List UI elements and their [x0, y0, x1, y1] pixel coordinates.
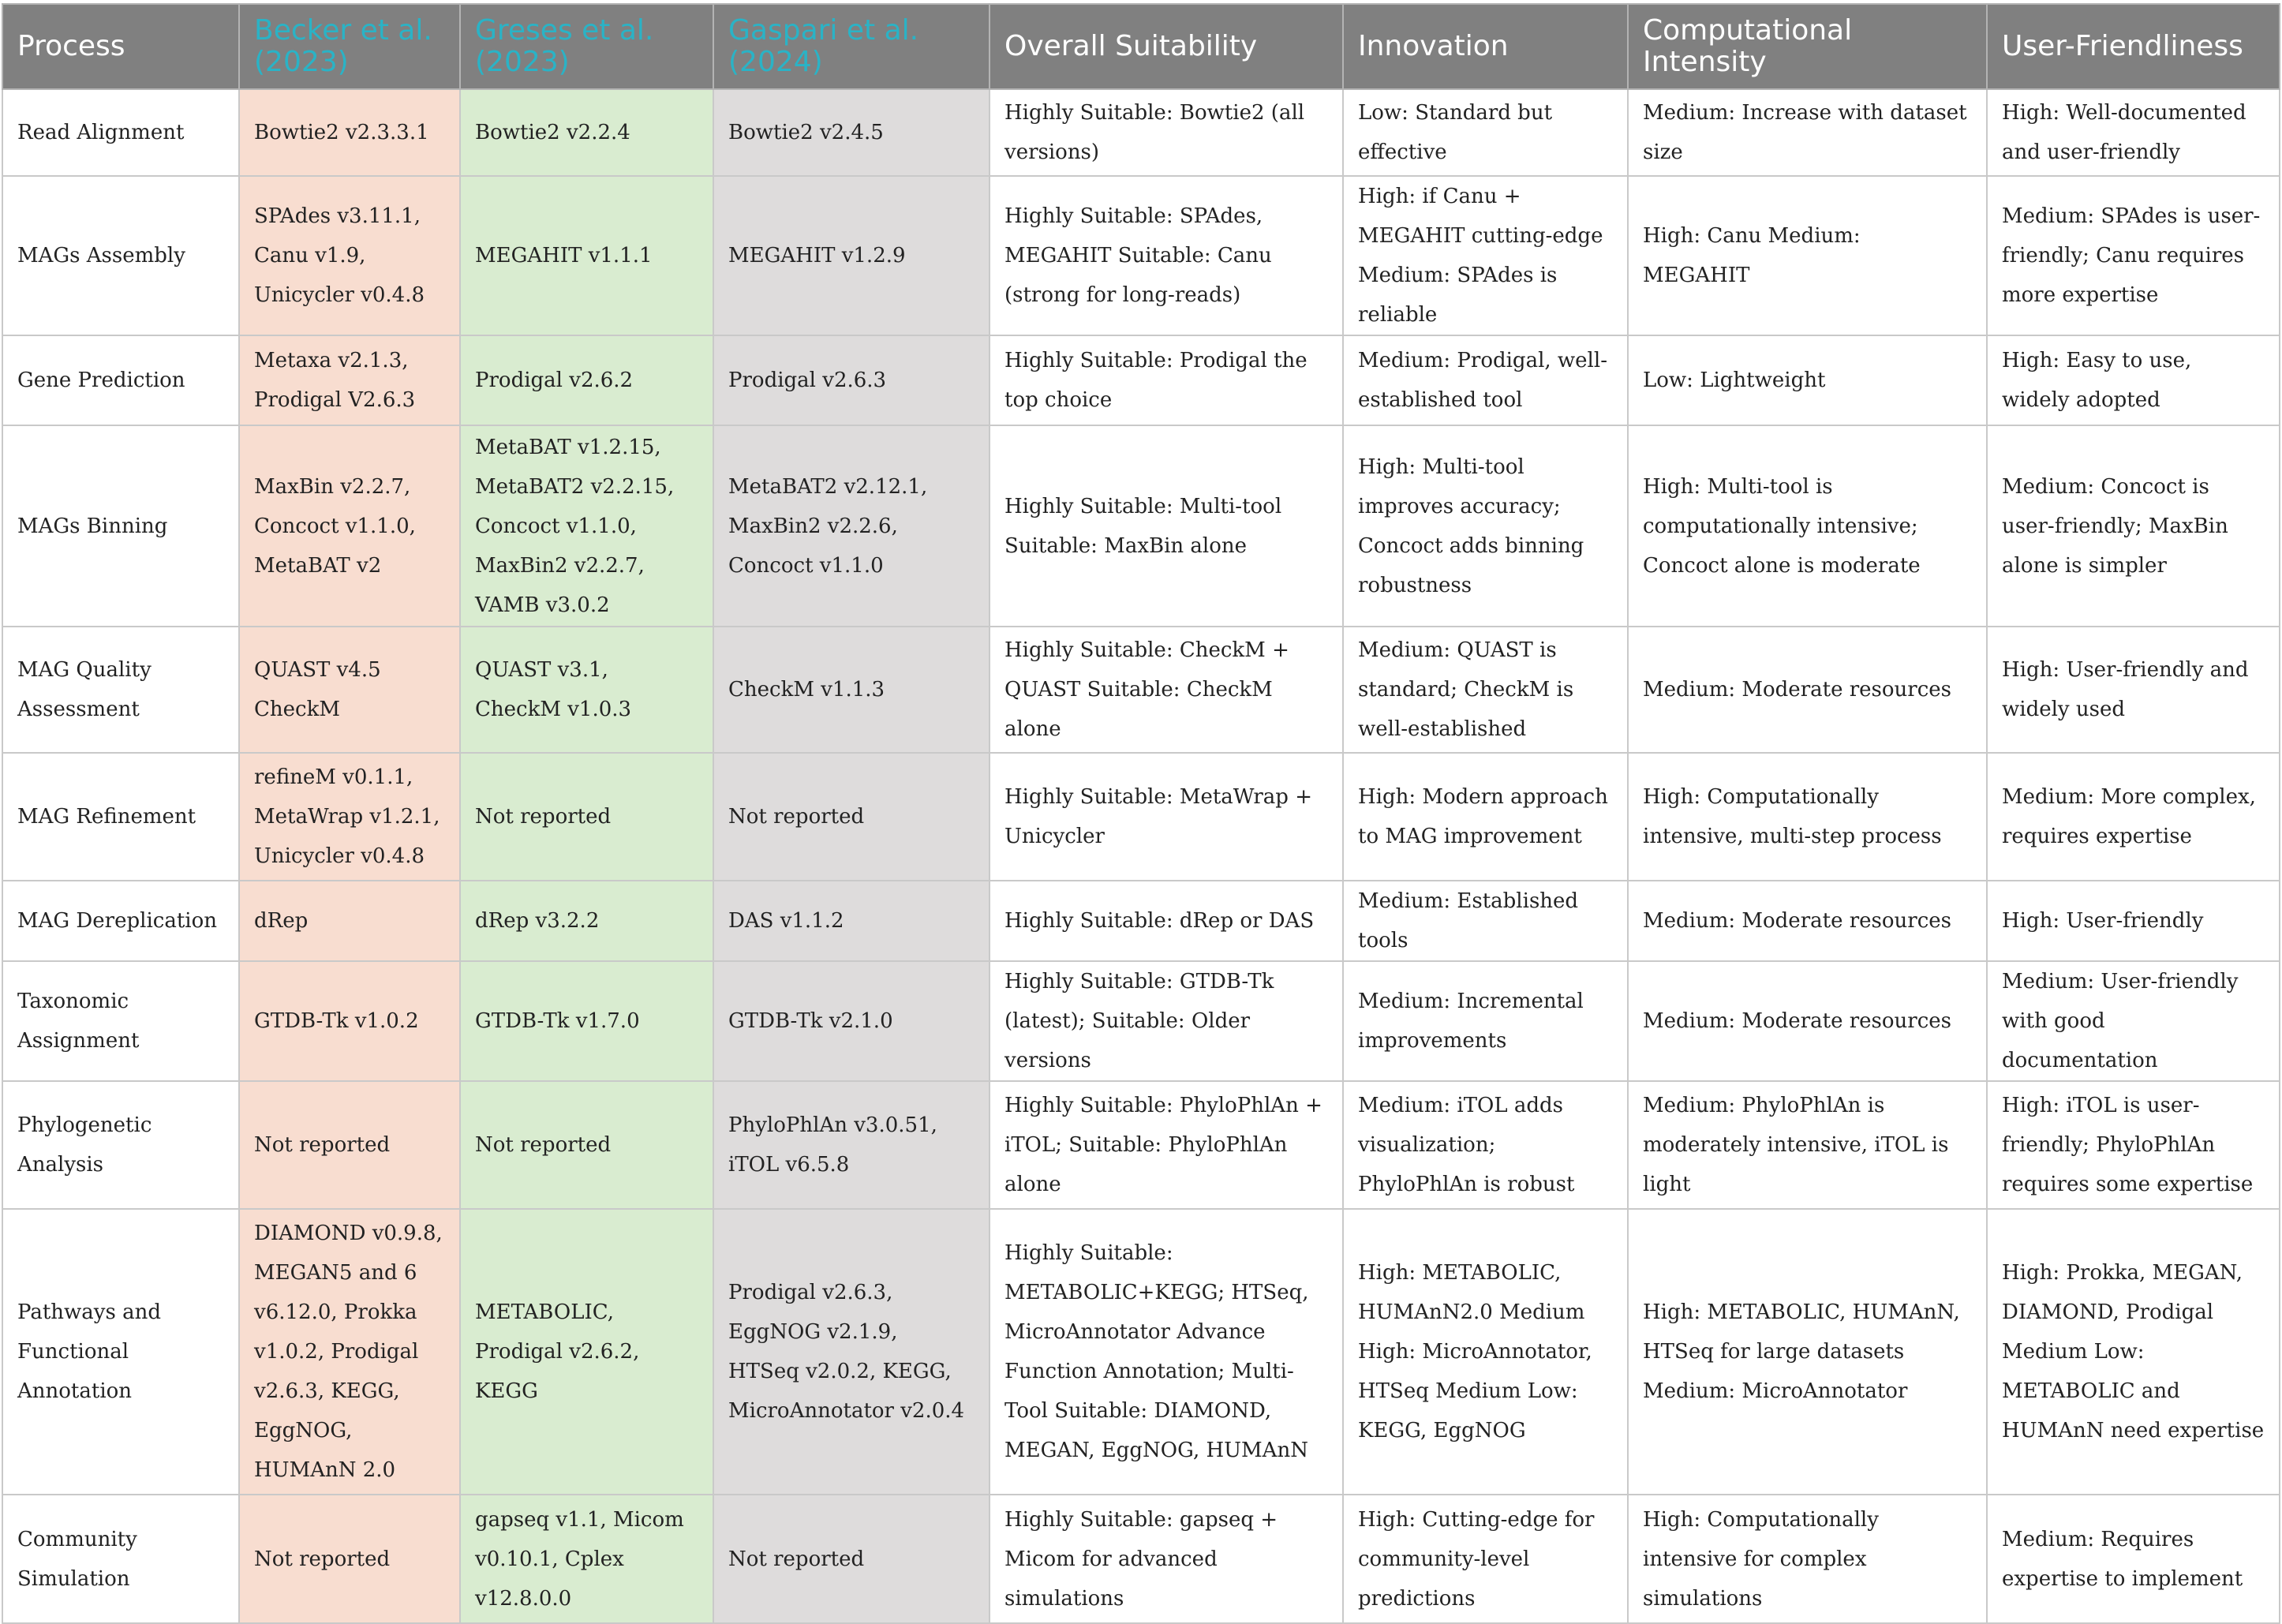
table-row — [2, 176, 2280, 335]
cell-becker: SPAdes v3.11.1, Canu v1.9, Unicycler v0.4.8 — [239, 176, 460, 335]
cell-process: MAG Quality Assessment — [2, 627, 239, 753]
cell-overall-suitability: Highly Suitable: SPAdes, MEGAHIT Suitable: Canu (strong for long-reads) — [989, 176, 1343, 335]
table-row — [2, 89, 2280, 176]
cell-process: Read Alignment — [2, 89, 239, 176]
cell-computational-intensity: Medium: Moderate resources — [1628, 627, 1987, 753]
header-row — [2, 4, 2280, 89]
cell-greses: Not reported — [460, 1081, 713, 1209]
cell-gaspari: Prodigal v2.6.3 — [713, 335, 989, 425]
table-row — [2, 1209, 2280, 1495]
cell-innovation: High: if Canu + MEGAHIT cutting-edge Medium: SPAdes is reliable — [1343, 176, 1628, 335]
tool-comparison-table — [2, 3, 2280, 1624]
cell-innovation: High: METABOLIC, HUMAnN2.0 Medium High: MicroAnnotator, HTSeq Medium Low: KEGG, EggNOG — [1343, 1209, 1628, 1495]
cell-becker: Not reported — [239, 1081, 460, 1209]
cell-user-friendliness: High: Easy to use, widely adopted — [1987, 335, 2280, 425]
header-becker-link[interactable]: Becker et al. (2023) — [239, 4, 460, 89]
cell-gaspari: Bowtie2 v2.4.5 — [713, 89, 989, 176]
cell-greses: MetaBAT v1.2.15, MetaBAT2 v2.2.15, Concoct v1.1.0, MaxBin2 v2.2.7, VAMB v3.0.2 — [460, 425, 713, 627]
cell-user-friendliness: Medium: Requires expertise to implement — [1987, 1495, 2280, 1623]
cell-process: Phylogenetic Analysis — [2, 1081, 239, 1209]
cell-process: Pathways and Functional Annotation — [2, 1209, 239, 1495]
header-process: Process — [2, 4, 239, 89]
cell-innovation: High: Cutting-edge for community-level predictions — [1343, 1495, 1628, 1623]
cell-process: MAG Refinement — [2, 753, 239, 881]
cell-computational-intensity: High: Canu Medium: MEGAHIT — [1628, 176, 1987, 335]
cell-process: MAGs Binning — [2, 425, 239, 627]
header-gaspari-link[interactable]: Gaspari et al. (2024) — [713, 4, 989, 89]
cell-process: Gene Prediction — [2, 335, 239, 425]
cell-gaspari: MEGAHIT v1.2.9 — [713, 176, 989, 335]
cell-gaspari: DAS v1.1.2 — [713, 881, 989, 961]
cell-innovation: Medium: Prodigal, well-established tool — [1343, 335, 1628, 425]
cell-gaspari: Not reported — [713, 753, 989, 881]
cell-process: MAGs Assembly — [2, 176, 239, 335]
cell-computational-intensity: Medium: PhyloPhlAn is moderately intensive, iTOL is light — [1628, 1081, 1987, 1209]
cell-user-friendliness: High: iTOL is user-friendly; PhyloPhlAn requires some expertise — [1987, 1081, 2280, 1209]
cell-becker: DIAMOND v0.9.8, MEGAN5 and 6 v6.12.0, Prokka v1.0.2, Prodigal v2.6.3, KEGG, EggNOG, HUMAnN 2.0 — [239, 1209, 460, 1495]
cell-becker: GTDB-Tk v1.0.2 — [239, 961, 460, 1081]
table-row — [2, 881, 2280, 961]
cell-overall-suitability: Highly Suitable: Prodigal the top choice — [989, 335, 1343, 425]
cell-becker: MaxBin v2.2.7, Concoct v1.1.0, MetaBAT v2 — [239, 425, 460, 627]
cell-overall-suitability: Highly Suitable: gapseq + Micom for advanced simulations — [989, 1495, 1343, 1623]
cell-computational-intensity: High: Computationally intensive for complex simulations — [1628, 1495, 1987, 1623]
cell-gaspari: GTDB-Tk v2.1.0 — [713, 961, 989, 1081]
cell-overall-suitability: Highly Suitable: GTDB-Tk (latest); Suitable: Older versions — [989, 961, 1343, 1081]
cell-process: Community Simulation — [2, 1495, 239, 1623]
cell-overall-suitability: Highly Suitable: Multi-tool Suitable: MaxBin alone — [989, 425, 1343, 627]
cell-user-friendliness: Medium: More complex, requires expertise — [1987, 753, 2280, 881]
table-row — [2, 1495, 2280, 1623]
cell-greses: Not reported — [460, 753, 713, 881]
header-innovation: Innovation — [1343, 4, 1628, 89]
cell-becker: dRep — [239, 881, 460, 961]
cell-becker: Not reported — [239, 1495, 460, 1623]
cell-user-friendliness: High: User-friendly — [1987, 881, 2280, 961]
cell-process: MAG Dereplication — [2, 881, 239, 961]
cell-gaspari: MetaBAT2 v2.12.1, MaxBin2 v2.2.6, Concoct v1.1.0 — [713, 425, 989, 627]
header-computational-intensity: Computational Intensity — [1628, 4, 1987, 89]
cell-greses: dRep v3.2.2 — [460, 881, 713, 961]
header-user-friendliness: User-Friendliness — [1987, 4, 2280, 89]
cell-computational-intensity: Medium: Moderate resources — [1628, 881, 1987, 961]
cell-greses: METABOLIC, Prodigal v2.6.2, KEGG — [460, 1209, 713, 1495]
cell-user-friendliness: High: Prokka, MEGAN, DIAMOND, Prodigal Medium Low: METABOLIC and HUMAnN need expertise — [1987, 1209, 2280, 1495]
cell-computational-intensity: High: Multi-tool is computationally intensive; Concoct alone is moderate — [1628, 425, 1987, 627]
table-row — [2, 627, 2280, 753]
cell-innovation: Medium: QUAST is standard; CheckM is well-established — [1343, 627, 1628, 753]
cell-greses: Bowtie2 v2.2.4 — [460, 89, 713, 176]
cell-greses: gapseq v1.1, Micom v0.10.1, Cplex v12.8.0.0 — [460, 1495, 713, 1623]
cell-gaspari: PhyloPhlAn v3.0.51, iTOL v6.5.8 — [713, 1081, 989, 1209]
cell-overall-suitability: Highly Suitable: METABOLIC+KEGG; HTSeq, MicroAnnotator Advance Function Annotation; Multi-Tool Suitable: DIAMOND, MEGAN, EggNOG, HUMAnN — [989, 1209, 1343, 1495]
table-row — [2, 425, 2280, 627]
cell-user-friendliness: Medium: Concoct is user-friendly; MaxBin alone is simpler — [1987, 425, 2280, 627]
cell-overall-suitability: Highly Suitable: MetaWrap + Unicycler — [989, 753, 1343, 881]
cell-greses: GTDB-Tk v1.7.0 — [460, 961, 713, 1081]
cell-user-friendliness: Medium: SPAdes is user-friendly; Canu requires more expertise — [1987, 176, 2280, 335]
cell-becker: refineM v0.1.1, MetaWrap v1.2.1, Unicycler v0.4.8 — [239, 753, 460, 881]
cell-overall-suitability: Highly Suitable: Bowtie2 (all versions) — [989, 89, 1343, 176]
cell-innovation: Medium: iTOL adds visualization; PhyloPhlAn is robust — [1343, 1081, 1628, 1209]
cell-user-friendliness: High: Well-documented and user-friendly — [1987, 89, 2280, 176]
table-row — [2, 753, 2280, 881]
cell-user-friendliness: Medium: User-friendly with good documentation — [1987, 961, 2280, 1081]
cell-process: Taxonomic Assignment — [2, 961, 239, 1081]
cell-becker: QUAST v4.5 CheckM — [239, 627, 460, 753]
cell-computational-intensity: Medium: Increase with dataset size — [1628, 89, 1987, 176]
cell-becker: Bowtie2 v2.3.3.1 — [239, 89, 460, 176]
cell-gaspari: CheckM v1.1.3 — [713, 627, 989, 753]
cell-overall-suitability: Highly Suitable: PhyloPhlAn + iTOL; Suitable: PhyloPhlAn alone — [989, 1081, 1343, 1209]
cell-computational-intensity: Low: Lightweight — [1628, 335, 1987, 425]
cell-greses: MEGAHIT v1.1.1 — [460, 176, 713, 335]
cell-computational-intensity: Medium: Moderate resources — [1628, 961, 1987, 1081]
cell-gaspari: Prodigal v2.6.3, EggNOG v2.1.9, HTSeq v2.0.2, KEGG, MicroAnnotator v2.0.4 — [713, 1209, 989, 1495]
table-row — [2, 961, 2280, 1081]
cell-computational-intensity: High: METABOLIC, HUMAnN, HTSeq for large datasets Medium: MicroAnnotator — [1628, 1209, 1987, 1495]
cell-innovation: High: Multi-tool improves accuracy; Concoct adds binning robustness — [1343, 425, 1628, 627]
cell-greses: QUAST v3.1, CheckM v1.0.3 — [460, 627, 713, 753]
cell-gaspari: Not reported — [713, 1495, 989, 1623]
cell-innovation: Medium: Established tools — [1343, 881, 1628, 961]
header-greses-link[interactable]: Greses et al. (2023) — [460, 4, 713, 89]
cell-innovation: Medium: Incremental improvements — [1343, 961, 1628, 1081]
cell-user-friendliness: High: User-friendly and widely used — [1987, 627, 2280, 753]
cell-computational-intensity: High: Computationally intensive, multi-step process — [1628, 753, 1987, 881]
cell-becker: Metaxa v2.1.3, Prodigal V2.6.3 — [239, 335, 460, 425]
header-overall-suitability: Overall Suitability — [989, 4, 1343, 89]
table-row — [2, 1081, 2280, 1209]
table-row — [2, 335, 2280, 425]
cell-overall-suitability: Highly Suitable: CheckM + QUAST Suitable: CheckM alone — [989, 627, 1343, 753]
cell-innovation: High: Modern approach to MAG improvement — [1343, 753, 1628, 881]
cell-innovation: Low: Standard but effective — [1343, 89, 1628, 176]
cell-overall-suitability: Highly Suitable: dRep or DAS — [989, 881, 1343, 961]
cell-greses: Prodigal v2.6.2 — [460, 335, 713, 425]
